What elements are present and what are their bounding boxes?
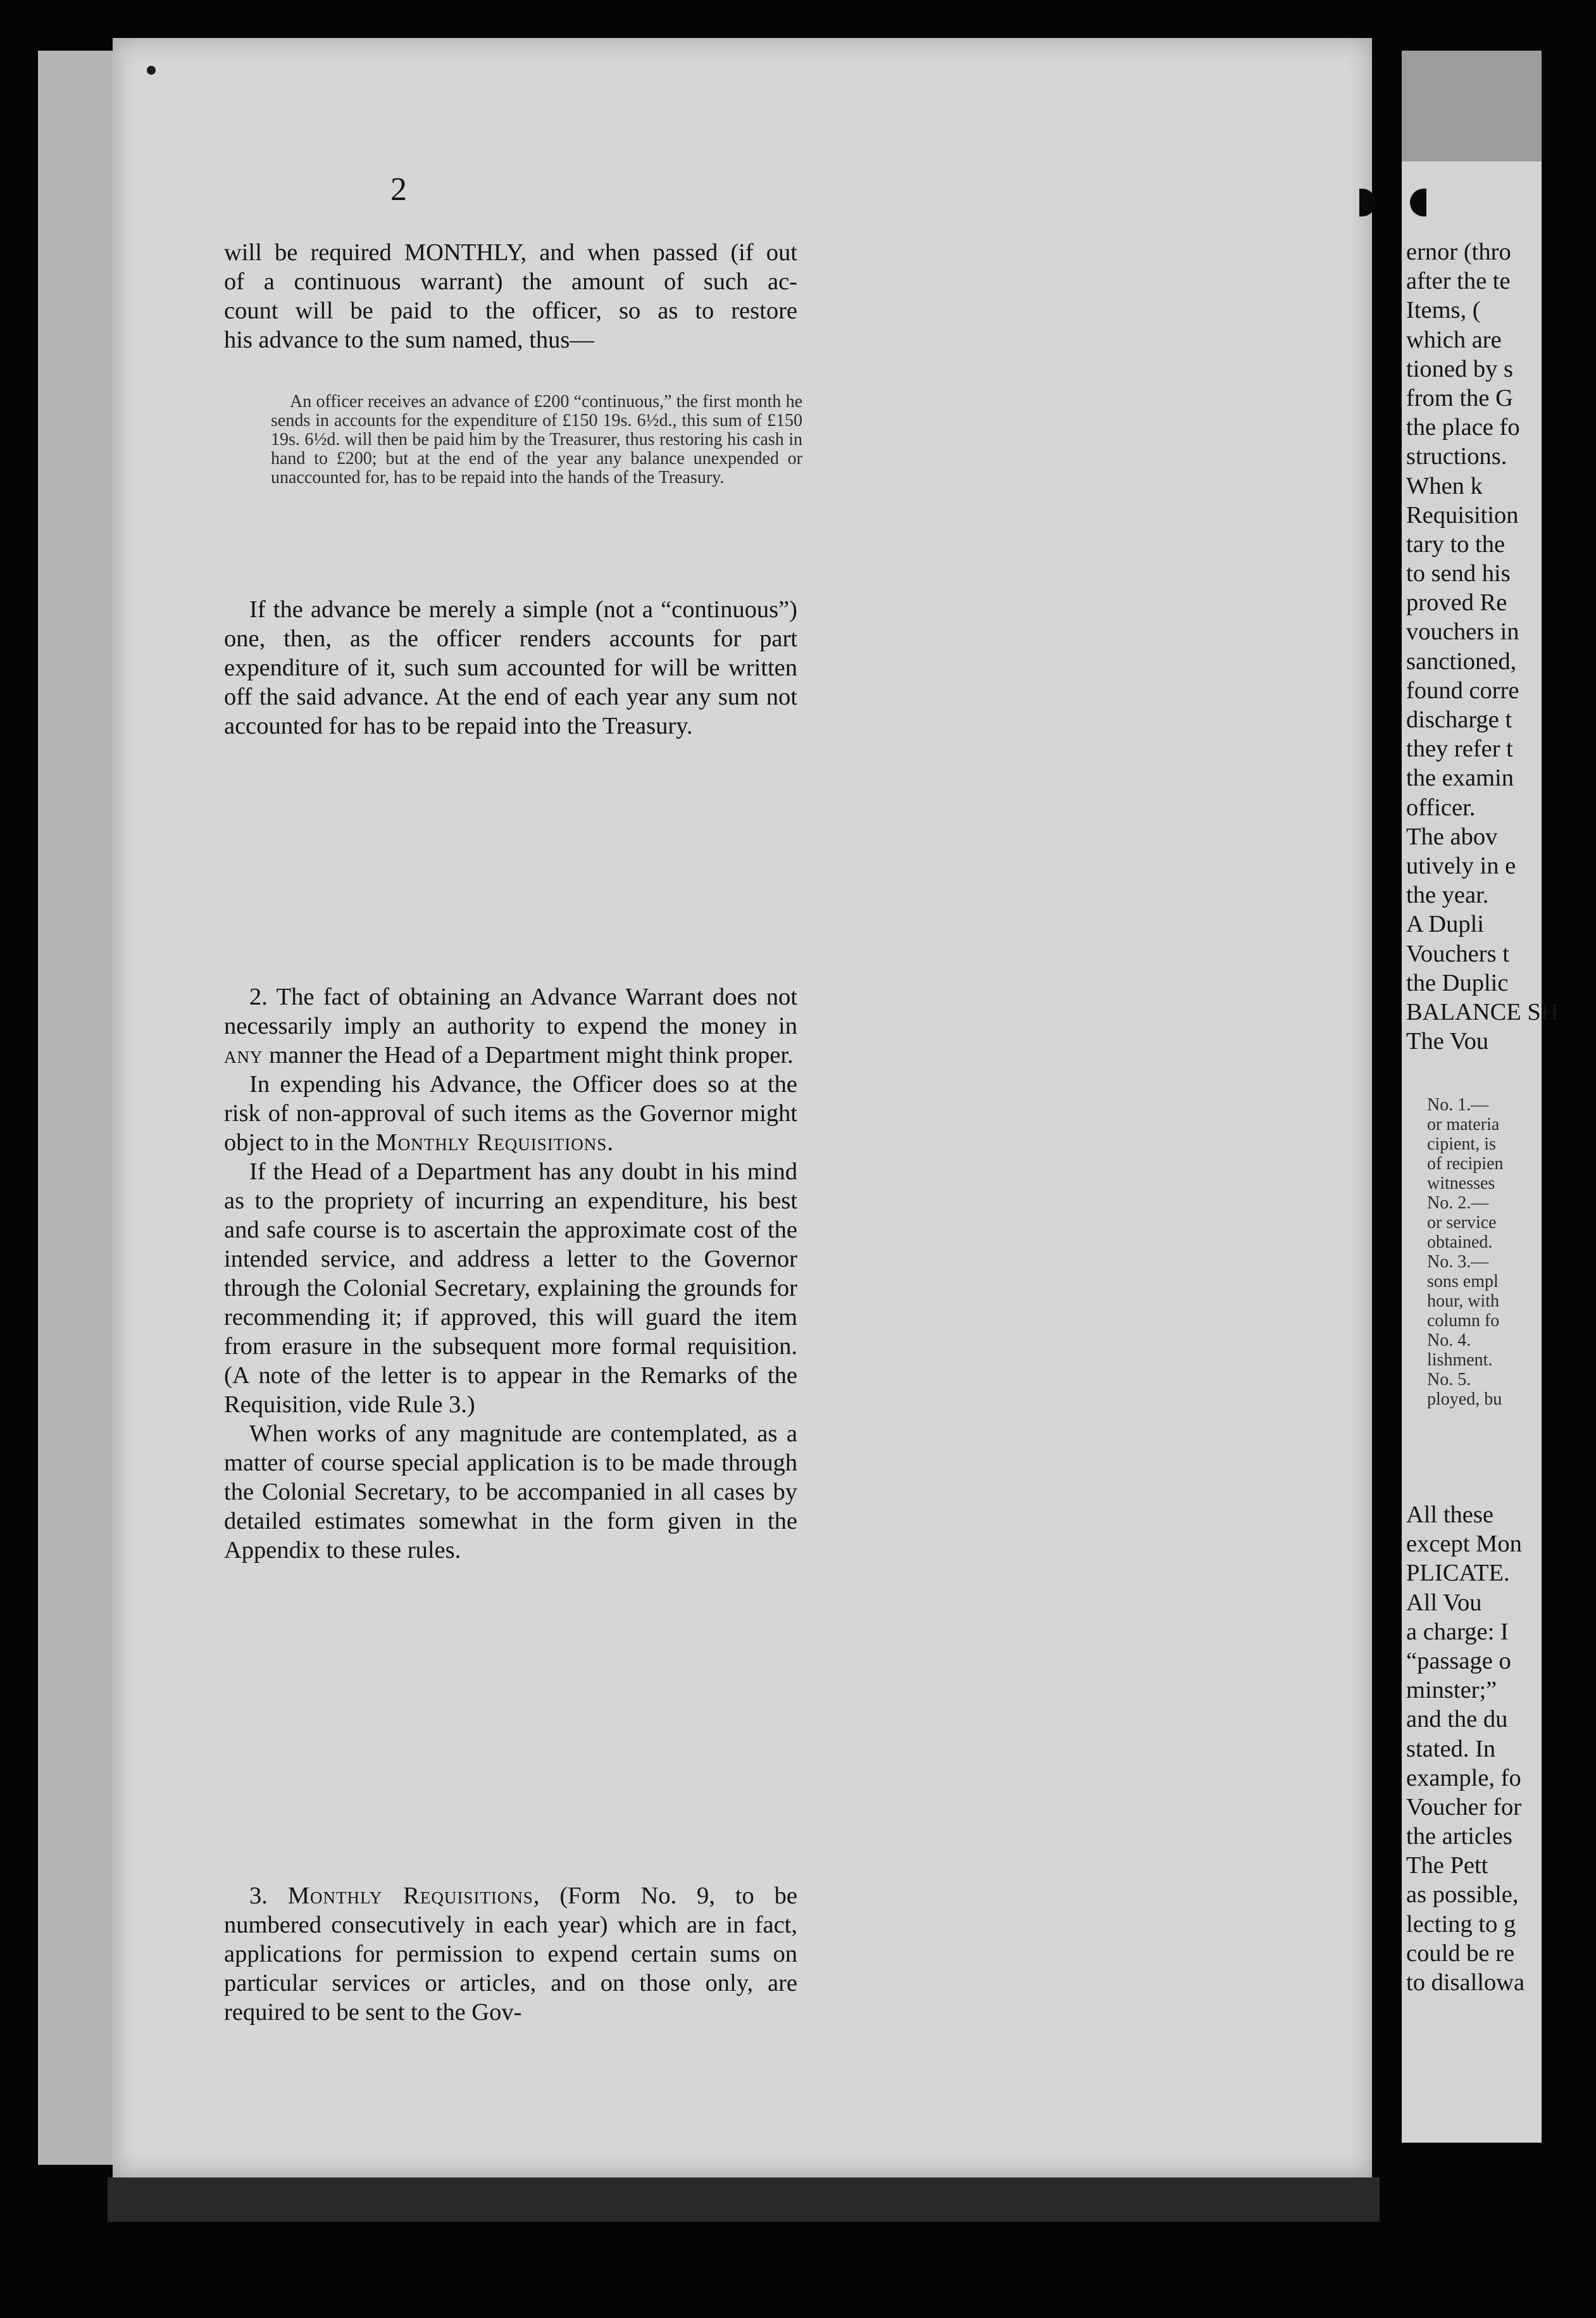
paragraph-1-line-2: of a continuous warrant) the amount of such ac-	[224, 268, 797, 295]
facing-page-lower-line: to disallowa	[1406, 1969, 1525, 1996]
facing-page-lower-line: “passage o	[1406, 1647, 1511, 1674]
section-3	[224, 1881, 797, 2027]
facing-page-upper-line: utively in e	[1406, 852, 1516, 879]
facing-page-upper-line: tioned by s	[1406, 355, 1513, 382]
section-2	[224, 982, 797, 1565]
facing-page-upper-line: The abov	[1406, 823, 1498, 850]
facing-page-text-lower	[1406, 1500, 1596, 1997]
facing-page-upper-line: tary to the	[1406, 530, 1506, 558]
facing-page-top	[1402, 51, 1542, 161]
facing-page-lower-line: except Mon	[1406, 1531, 1522, 1558]
section-2-para-1-text-a: 2. The fact of obtaining an Advance Warrant does not necessarily imply an authority to expend the money in	[224, 984, 797, 1039]
facing-page-upper-line: The Vou	[1406, 1028, 1489, 1055]
facing-page-lower-line: minster;”	[1406, 1677, 1497, 1704]
facing-page-upper-line: ernor (thro	[1406, 239, 1511, 265]
paragraph-1-line-1: will be required MONTHLY, and when passed (if out	[224, 239, 797, 266]
paragraph-2-text: If the advance be merely a simple (not a “continuous”) one, then, as the officer renders accounts for part expenditure of it, such sum accounted for will be written off the said advance. At the end of each year any sum not accounted for has to be repaid into the Treasury.	[224, 596, 797, 739]
section-3-emphasis: Monthly Requisitions	[287, 1883, 533, 1909]
section-3-text: , (Form No. 9, to be numbered consecutively in each year) which are in fact, applications for permission to expend certain sums on particular services or articles, and on those only, are required to be sent to the Gov-	[224, 1883, 797, 2026]
facing-page-upper-line: the place fo	[1406, 414, 1520, 441]
facing-page-small-line: sons empl	[1427, 1272, 1499, 1291]
facing-page-small-line: No. 4.	[1427, 1331, 1471, 1350]
facing-page-upper-line: to send his	[1406, 560, 1511, 587]
facing-page-upper-line: proved Re	[1406, 589, 1507, 617]
facing-page-small-line: No. 5.	[1427, 1370, 1471, 1389]
facing-page-lower-line: The Pett	[1406, 1852, 1488, 1879]
facing-page-upper-line: Vouchers t	[1406, 940, 1509, 967]
section-2-para-2-emphasis: Monthly Requisitions	[375, 1129, 608, 1156]
facing-page-upper-line: Requisition	[1406, 501, 1519, 529]
facing-page-upper-line: they refer t	[1406, 736, 1513, 763]
facing-page-small-line: No. 3.—	[1427, 1252, 1489, 1272]
section-2-para-1-text-b: manner the Head of a Department might think proper.	[263, 1042, 794, 1068]
facing-page-lower-line: All Vou	[1406, 1589, 1482, 1616]
facing-page-upper-line: the Duplic	[1406, 969, 1509, 996]
facing-page-upper-line: A Dupli	[1406, 911, 1485, 938]
facing-page-upper-line: When k	[1406, 472, 1483, 499]
facing-page-lower-line: as possible,	[1406, 1881, 1519, 1908]
facing-page-small-line: hour, with	[1427, 1291, 1499, 1311]
facing-page-small-line: or materia	[1427, 1115, 1500, 1134]
section-2-para-2-text-b: .	[607, 1129, 613, 1156]
facing-page-upper-line: discharge t	[1406, 706, 1512, 733]
facing-page-lower-line: the articles	[1406, 1823, 1512, 1850]
facing-page-small-line: witnesses	[1427, 1174, 1495, 1193]
facing-page-lower-line: example, fo	[1406, 1764, 1521, 1791]
facing-page-small-line: ployed, bu	[1427, 1389, 1502, 1409]
paragraph-2	[224, 595, 797, 741]
example-text: An officer receives an advance of £200 “continuous,” the first month he sends in accounts for the expenditure of £150 19s. 6½d., this sum of £150 19s. 6½d. will then be paid him by the Treasurer, thus restoring his cash in hand to £200; but at the end of the year any balance unexpended or unaccounted for, has to be repaid into the hands of the Treasury.	[271, 392, 802, 487]
facing-page-upper-line: from the G	[1406, 384, 1513, 411]
section-3-para	[224, 1881, 797, 2027]
facing-page-small-text	[1427, 1095, 1592, 1409]
section-2-para-3: If the Head of a Department has any doubt in his mind as to the propriety of incurring an expenditure, his best and safe course is to ascertain the approximate cost of the intended service, and address a letter to the Governor through the Colonial Secretary, explaining the grounds for recommending it; if approved, this will guard the item from erasure in the subsequent more formal requisition. (A note of the letter is to appear in the Remarks of the Requisition, vide Rule 3.)	[224, 1158, 797, 1418]
example-paragraph	[271, 392, 802, 487]
facing-page-lower-line: PLICATE.	[1406, 1560, 1510, 1587]
facing-page-lower-line: could be re	[1406, 1939, 1515, 1967]
binding-mark-left	[1359, 189, 1376, 216]
facing-page-upper-line: the year.	[1406, 882, 1489, 909]
facing-page-upper-line: sanctioned,	[1406, 648, 1517, 675]
facing-page-small-line: obtained.	[1427, 1232, 1493, 1252]
section-2-para-1	[224, 982, 797, 1070]
section-2-para-4: When works of any magnitude are contemplated, as a matter of course special application is to be made through the Colonial Secretary, to be accompanied in all cases by detailed estimates somewhat in the form given in the Appendix to these rules.	[224, 1420, 797, 1563]
paragraph-1-line-4: his advance to the sum named, thus—	[224, 327, 594, 353]
paragraph-1	[224, 238, 797, 354]
left-page-edge	[38, 51, 113, 2165]
facing-page-lower-line: stated. In	[1406, 1735, 1496, 1762]
section-2-para-2	[224, 1070, 797, 1157]
facing-page-small-line: lishment.	[1427, 1350, 1493, 1370]
facing-page-upper-line: structions.	[1406, 443, 1507, 470]
facing-page-upper-line: Items, (	[1406, 297, 1481, 324]
facing-page-small-line: column fo	[1427, 1311, 1500, 1331]
facing-page-lower-line: All these	[1406, 1501, 1493, 1528]
facing-page-upper-line: BALANCE SH	[1406, 998, 1559, 1025]
facing-page-small-line: No. 1.—	[1427, 1095, 1489, 1115]
page-bottom-shadow	[108, 2177, 1380, 2222]
page-number: 2	[390, 172, 407, 208]
facing-page-small-line: No. 2.—	[1427, 1193, 1489, 1213]
facing-page-small-line: cipient, is	[1427, 1134, 1496, 1154]
facing-page-small-line: or service	[1427, 1213, 1497, 1232]
facing-page-small-line: of recipien	[1427, 1154, 1504, 1174]
paragraph-1-line-3: count will be paid to the officer, so as to restore	[224, 298, 797, 324]
section-2-para-1-emphasis: any	[224, 1042, 263, 1068]
facing-page-upper-line: found corre	[1406, 677, 1519, 704]
facing-page-lower-line: Voucher for	[1406, 1793, 1522, 1820]
section-2-para-2-text-a: In expending his Advance, the Officer does so at the risk of non-approval of such items as the Governor might object to in the	[224, 1071, 797, 1156]
facing-page-upper-line: officer.	[1406, 794, 1476, 821]
facing-page-text-upper	[1406, 237, 1596, 1056]
facing-page-lower-line: a charge: I	[1406, 1618, 1509, 1645]
facing-page-upper-line: vouchers in	[1406, 618, 1519, 646]
facing-page-upper-line: which are	[1406, 326, 1502, 353]
section-3-number: 3.	[249, 1883, 288, 1909]
facing-page-upper-line: after the te	[1406, 268, 1511, 295]
facing-page-upper-line: the examin	[1406, 765, 1514, 792]
ink-speck	[147, 66, 156, 75]
facing-page-lower-line: lecting to g	[1406, 1910, 1516, 1938]
facing-page-lower-line: and the du	[1406, 1706, 1508, 1733]
